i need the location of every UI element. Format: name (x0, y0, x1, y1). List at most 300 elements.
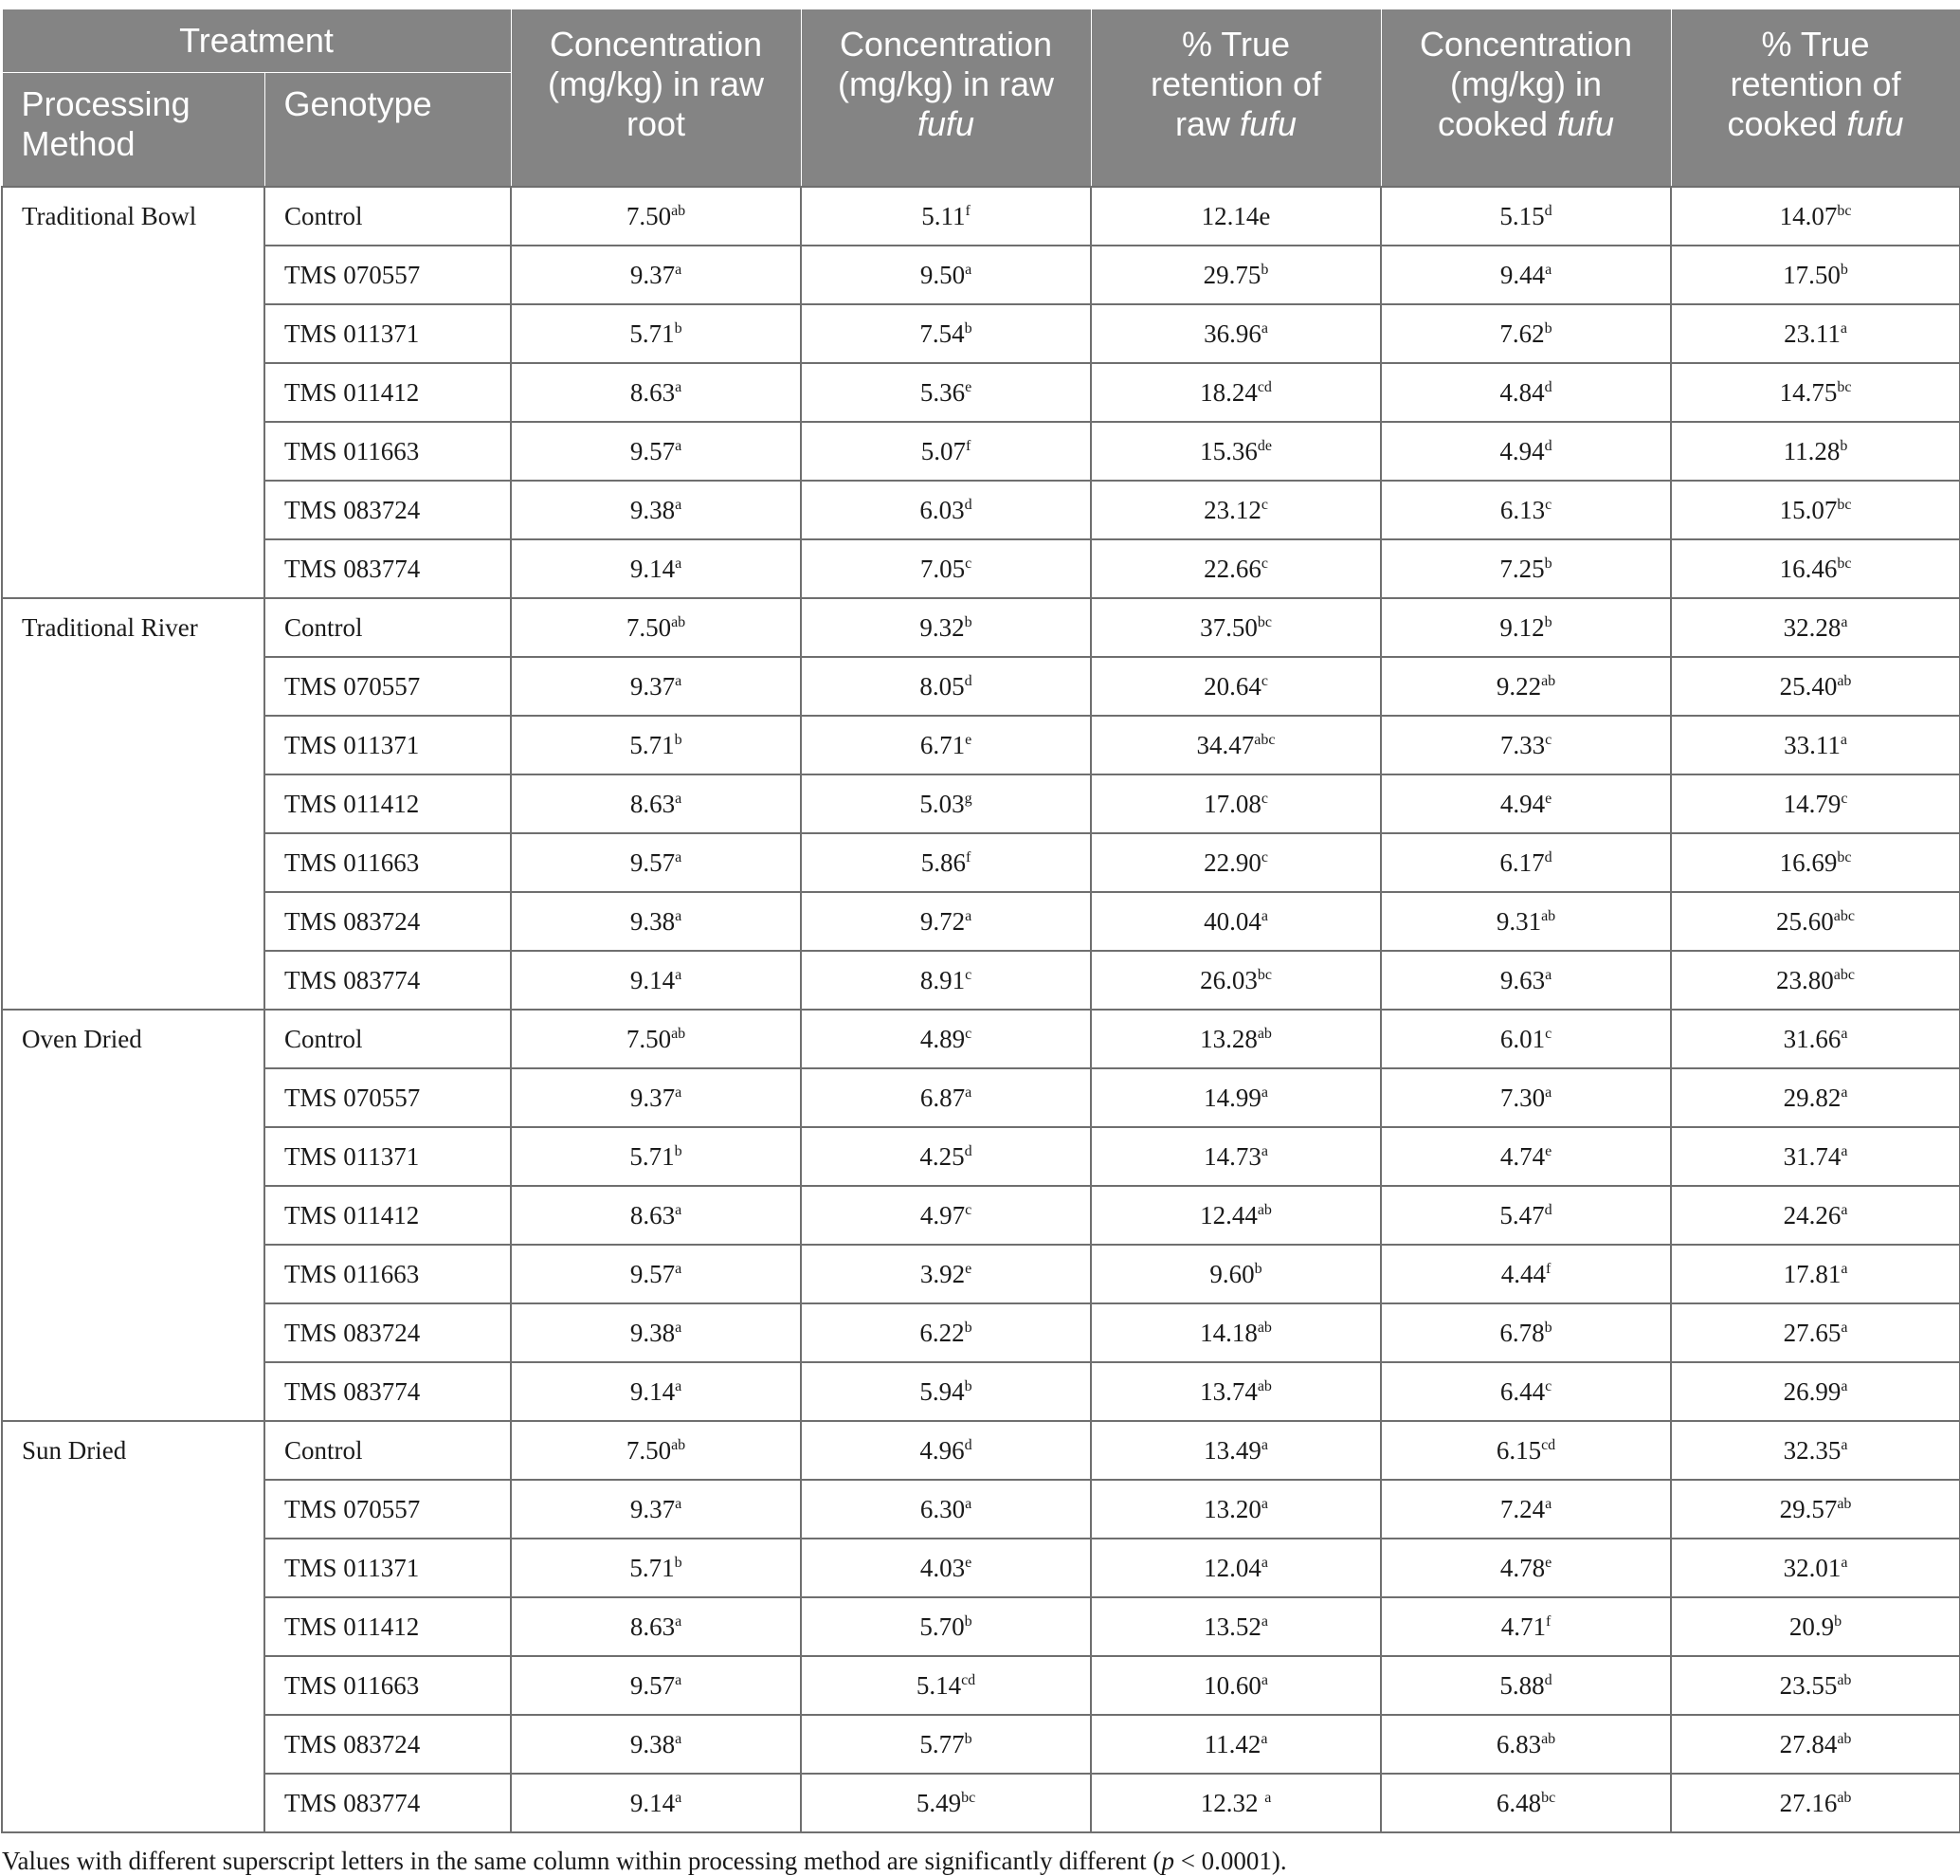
significance-letters: b (674, 1554, 682, 1571)
cell-value: 8.63 (629, 1612, 676, 1641)
significance-letters: a (675, 496, 682, 513)
cooked-fufu-cell (1381, 363, 1671, 422)
cell-value: 23.12 (1204, 495, 1261, 524)
cell-value: 32.01 (1783, 1553, 1842, 1582)
significance-letters: ab (1837, 1730, 1852, 1747)
raw-root-cell (511, 774, 801, 833)
significance-letters: ab (1541, 907, 1556, 924)
significance-letters: ab (1837, 672, 1852, 689)
raw-fufu-cell (801, 1715, 1091, 1774)
significance-letters: a (1841, 1142, 1848, 1159)
cell-value: 5.86 (920, 847, 966, 877)
processing-method-cell: Traditional Bowl (2, 187, 264, 598)
cell-value: 14.07 (1779, 201, 1838, 230)
retention-raw-cell (1091, 892, 1381, 951)
significance-letters: a (1545, 261, 1552, 278)
raw-fufu-cell (801, 1245, 1091, 1303)
retention-raw-cell (1091, 304, 1381, 363)
significance-letters: c (1545, 1025, 1552, 1042)
cell-value: 10.60 (1204, 1670, 1261, 1700)
raw-root-cell (511, 657, 801, 716)
retention-raw-cell (1091, 774, 1381, 833)
genotype-cell: Control (264, 187, 511, 246)
retention-raw-cell (1091, 1362, 1381, 1421)
cooked-fufu-cell (1381, 892, 1671, 951)
cell-value: 4.89 (919, 1024, 966, 1053)
retention-cooked-cell (1671, 1362, 1960, 1421)
cooked-fufu-cell (1381, 1186, 1671, 1245)
raw-fufu-cell (801, 1127, 1091, 1186)
significance-letters: a (1841, 613, 1848, 630)
header-retention-cooked: % True retention of cooked fufu (1671, 9, 1960, 188)
raw-root-cell (511, 363, 801, 422)
cell-value: 31.74 (1783, 1141, 1842, 1171)
raw-root-cell (511, 246, 801, 304)
significance-letters: a (1261, 1142, 1268, 1159)
raw-root-cell (511, 1597, 801, 1656)
retention-cooked-cell (1671, 304, 1960, 363)
significance-letters: a (675, 907, 682, 924)
significance-letters: a (1840, 731, 1847, 748)
table-footnote: Values with different superscript letters in the same column within processing method are significantly different (p < 0.0001). (2, 1847, 1287, 1875)
raw-root-cell (511, 422, 801, 481)
significance-letters: d (1544, 378, 1552, 395)
raw-fufu-cell (801, 1480, 1091, 1539)
table-row (2, 833, 1960, 892)
significance-letters: a (1841, 1025, 1848, 1042)
cell-value: 26.99 (1783, 1376, 1842, 1406)
significance-letters: b (1840, 261, 1848, 278)
significance-letters: b (1544, 319, 1552, 337)
significance-letters: f (965, 202, 971, 219)
cell-value: 9.31 (1496, 906, 1542, 936)
cell-value: 4.71 (1500, 1612, 1546, 1641)
significance-letters: a (1841, 1084, 1848, 1101)
header-retention-raw: % True retention of raw fufu (1091, 9, 1381, 188)
significance-letters: a (675, 555, 682, 572)
cell-value: 9.37 (629, 671, 676, 701)
raw-fufu-cell (801, 481, 1091, 539)
significance-letters: b (1840, 437, 1848, 454)
cell-value: 33.11 (1784, 730, 1841, 759)
retention-raw-cell (1091, 1127, 1381, 1186)
table-row (2, 1186, 1960, 1245)
raw-fufu-cell (801, 1303, 1091, 1362)
significance-letters: c (965, 555, 972, 572)
cell-value: 29.57 (1779, 1494, 1838, 1523)
cooked-fufu-cell (1381, 422, 1671, 481)
cell-value: 6.17 (1499, 847, 1545, 877)
cell-value: 14.18 (1200, 1318, 1258, 1347)
cooked-fufu-cell (1381, 246, 1671, 304)
cell-value: 31.66 (1783, 1024, 1842, 1053)
table-row (2, 187, 1960, 246)
retention-cooked-cell (1671, 1303, 1960, 1362)
cell-value: 5.07 (920, 436, 966, 465)
raw-fufu-cell (801, 1597, 1091, 1656)
retention-cooked-cell (1671, 1480, 1960, 1539)
significance-letters: b (674, 319, 682, 337)
significance-letters: b (1544, 1319, 1552, 1336)
raw-fufu-cell (801, 1421, 1091, 1480)
cooked-fufu-cell (1381, 1362, 1671, 1421)
genotype-cell: TMS 083724 (264, 1303, 511, 1362)
raw-fufu-cell (801, 363, 1091, 422)
cell-value: 15.07 (1779, 495, 1838, 524)
retention-cooked-cell (1671, 1656, 1960, 1715)
raw-fufu-cell (801, 1186, 1091, 1245)
results-table (1, 9, 1960, 1833)
cell-value: 9.50 (919, 260, 966, 289)
significance-letters: a (1840, 319, 1847, 337)
cell-value: 23.55 (1779, 1670, 1838, 1700)
cell-value: 6.44 (1499, 1376, 1546, 1406)
retention-raw-cell (1091, 1480, 1381, 1539)
cell-value: 17.50 (1783, 260, 1841, 289)
significance-letters: a (675, 1319, 682, 1336)
table-row (2, 1480, 1960, 1539)
cell-value: 9.57 (629, 1670, 676, 1700)
significance-letters: b (1254, 1260, 1262, 1277)
significance-letters: a (965, 1084, 972, 1101)
significance-letters: bc (1837, 555, 1852, 572)
table-row (2, 1362, 1960, 1421)
retention-raw-cell (1091, 363, 1381, 422)
cell-value: 5.47 (1499, 1200, 1545, 1229)
significance-letters: abc (1254, 731, 1276, 748)
significance-letters: b (674, 731, 682, 748)
genotype-cell: TMS 070557 (264, 657, 511, 716)
raw-root-cell (511, 1245, 801, 1303)
retention-raw-cell (1091, 1539, 1381, 1597)
cell-value: 9.37 (629, 1083, 676, 1112)
significance-letters: c (1545, 731, 1552, 748)
cell-value: 9.38 (629, 495, 676, 524)
table-row (2, 481, 1960, 539)
cooked-fufu-cell (1381, 1068, 1671, 1127)
significance-letters: bc (1541, 1789, 1556, 1806)
cooked-fufu-cell (1381, 187, 1671, 246)
cell-value: 6.71 (919, 730, 966, 759)
retention-cooked-cell (1671, 951, 1960, 1010)
significance-letters: a (675, 790, 682, 807)
genotype-cell: TMS 070557 (264, 1480, 511, 1539)
retention-raw-cell (1091, 1715, 1381, 1774)
retention-cooked-cell (1671, 892, 1960, 951)
retention-raw-cell (1091, 422, 1381, 481)
cell-value: 9.14 (629, 554, 676, 583)
cell-value: 13.74 (1200, 1376, 1258, 1406)
retention-raw-cell (1091, 481, 1381, 539)
cell-value: 40.04 (1204, 906, 1261, 936)
header-treatment: Treatment (2, 9, 511, 73)
significance-letters: f (965, 437, 971, 454)
cell-value: 25.40 (1779, 671, 1838, 701)
significance-letters: c (965, 1201, 972, 1218)
genotype-cell: TMS 011371 (264, 716, 511, 774)
genotype-cell: Control (264, 598, 511, 657)
significance-letters: b (1261, 261, 1269, 278)
significance-letters: ab (1837, 1789, 1852, 1806)
cell-value: 6.03 (919, 495, 965, 524)
cell-value: 6.13 (1499, 495, 1546, 524)
cooked-fufu-cell (1381, 598, 1671, 657)
cell-value: 4.03 (919, 1553, 966, 1582)
retention-cooked-cell (1671, 1186, 1960, 1245)
retention-raw-cell (1091, 1656, 1381, 1715)
significance-letters: e (965, 1260, 972, 1277)
significance-letters: bc (1257, 966, 1272, 983)
raw-root-cell (511, 716, 801, 774)
genotype-cell: TMS 011663 (264, 1656, 511, 1715)
table-row (2, 422, 1960, 481)
significance-letters: e (965, 378, 972, 395)
significance-letters: ab (1541, 672, 1556, 689)
cell-value: 9.38 (629, 1729, 676, 1758)
cell-value: 9.14 (629, 1788, 676, 1817)
significance-letters: a (1261, 1084, 1268, 1101)
cooked-fufu-cell (1381, 1715, 1671, 1774)
significance-letters: a (1264, 1789, 1272, 1806)
significance-letters: c (965, 1025, 972, 1042)
cell-value: 12.32 (1200, 1788, 1265, 1817)
significance-letters: c (1261, 790, 1268, 807)
cooked-fufu-cell (1381, 1010, 1671, 1068)
cell-value: 5.14 (916, 1670, 962, 1700)
retention-cooked-cell (1671, 539, 1960, 598)
significance-letters: a (1261, 1730, 1268, 1747)
significance-letters: a (675, 1730, 682, 1747)
cell-value: 9.57 (629, 1259, 676, 1288)
cell-value: 9.12 (1499, 612, 1545, 642)
cell-value: 14.99 (1204, 1083, 1261, 1112)
significance-letters: ab (1257, 1377, 1272, 1394)
cooked-fufu-cell (1381, 774, 1671, 833)
cell-value: 29.75 (1203, 260, 1261, 289)
genotype-cell: Control (264, 1010, 511, 1068)
significance-letters: b (964, 1730, 972, 1747)
cell-value: 5.15 (1499, 201, 1545, 230)
cell-value: 9.38 (629, 1318, 676, 1347)
cell-value: 9.72 (919, 906, 966, 936)
significance-letters: bc (1257, 613, 1272, 630)
retention-raw-cell (1091, 833, 1381, 892)
header-cooked-fufu: Concentration (mg/kg) in cooked fufu (1381, 9, 1671, 188)
table-row (2, 716, 1960, 774)
significance-letters: b (964, 319, 972, 337)
raw-fufu-cell (801, 1362, 1091, 1421)
raw-fufu-cell (801, 598, 1091, 657)
retention-raw-cell (1091, 1068, 1381, 1127)
processing-method-cell: Oven Dried (2, 1010, 264, 1421)
cell-value: 4.44 (1500, 1259, 1546, 1288)
cell-value: 22.66 (1204, 554, 1261, 583)
significance-letters: de (1257, 437, 1272, 454)
table-row (2, 951, 1960, 1010)
significance-letters: bc (1837, 496, 1852, 513)
cell-value: 4.97 (919, 1200, 966, 1229)
significance-letters: d (1544, 1201, 1552, 1218)
cell-value: 4.25 (919, 1141, 965, 1171)
raw-fufu-cell (801, 246, 1091, 304)
table-row (2, 1068, 1960, 1127)
cell-value: 11.28 (1783, 436, 1841, 465)
cooked-fufu-cell (1381, 1245, 1671, 1303)
cell-value: 5.71 (629, 730, 675, 759)
significance-letters: a (965, 261, 972, 278)
cooked-fufu-cell (1381, 1774, 1671, 1832)
cell-value: 4.74 (1499, 1141, 1546, 1171)
cell-value: 6.83 (1496, 1729, 1542, 1758)
raw-fufu-cell (801, 304, 1091, 363)
cooked-fufu-cell (1381, 1480, 1671, 1539)
table-body (2, 187, 1960, 1832)
cell-value: 7.50 (626, 1024, 672, 1053)
cell-value: 9.32 (919, 612, 965, 642)
cell-value: 37.50 (1200, 612, 1258, 642)
cell-value: 8.91 (919, 965, 966, 994)
significance-letters: bc (1837, 202, 1852, 219)
genotype-cell: TMS 011663 (264, 1245, 511, 1303)
retention-raw-cell (1091, 539, 1381, 598)
genotype-cell: TMS 083724 (264, 481, 511, 539)
cell-value: 4.84 (1499, 377, 1545, 407)
raw-root-cell (511, 1303, 801, 1362)
table-row (2, 246, 1960, 304)
cooked-fufu-cell (1381, 304, 1671, 363)
table-row (2, 1303, 1960, 1362)
significance-letters: d (1544, 202, 1552, 219)
cell-value: 7.62 (1499, 319, 1545, 348)
genotype-cell: TMS 011663 (264, 422, 511, 481)
significance-letters: d (964, 1436, 972, 1453)
retention-cooked-cell (1671, 833, 1960, 892)
table-row (2, 892, 1960, 951)
cell-value: 7.05 (919, 554, 966, 583)
retention-cooked-cell (1671, 1421, 1960, 1480)
significance-letters: e (1545, 790, 1552, 807)
cell-value: 5.71 (629, 1141, 675, 1171)
cell-value: 5.88 (1499, 1670, 1545, 1700)
cell-value: 34.47 (1196, 730, 1255, 759)
genotype-cell: TMS 083774 (264, 1774, 511, 1832)
retention-cooked-cell (1671, 1597, 1960, 1656)
significance-letters: a (675, 1495, 682, 1512)
cell-value: 8.63 (629, 377, 676, 407)
cell-value: 4.96 (919, 1435, 965, 1465)
retention-raw-cell (1091, 1597, 1381, 1656)
significance-letters: a (675, 848, 682, 865)
significance-letters: bc (1837, 378, 1852, 395)
cell-value: 4.94 (1499, 789, 1546, 818)
significance-letters: f (1545, 1612, 1552, 1630)
cell-value: 17.08 (1204, 789, 1261, 818)
significance-letters: b (964, 1377, 972, 1394)
cell-value: 9.57 (629, 847, 676, 877)
raw-fufu-cell (801, 716, 1091, 774)
retention-cooked-cell (1671, 1715, 1960, 1774)
significance-letters: c (1261, 672, 1268, 689)
significance-letters: f (1545, 1260, 1552, 1277)
cell-value: 9.44 (1499, 260, 1546, 289)
cell-value: 9.14 (629, 1376, 676, 1406)
significance-letters: a (1545, 966, 1552, 983)
header-raw-root: Concentration (mg/kg) in raw root (511, 9, 801, 188)
cell-value: 9.14 (629, 965, 676, 994)
cell-value: 7.50 (626, 201, 672, 230)
retention-raw-cell (1091, 1774, 1381, 1832)
cell-value: 6.78 (1499, 1318, 1545, 1347)
raw-root-cell (511, 598, 801, 657)
cell-value: 13.49 (1204, 1435, 1261, 1465)
cell-value: 13.20 (1204, 1494, 1261, 1523)
significance-letters: c (1841, 790, 1848, 807)
significance-letters: ab (1257, 1201, 1272, 1218)
significance-letters: abc (1833, 907, 1855, 924)
significance-letters: e (965, 1554, 972, 1571)
significance-letters: d (964, 672, 972, 689)
retention-cooked-cell (1671, 1068, 1960, 1127)
table-row (2, 1245, 1960, 1303)
retention-cooked-cell (1671, 1539, 1960, 1597)
header-raw-fufu: Concentration (mg/kg) in raw fufu (801, 9, 1091, 188)
significance-letters: ab (671, 202, 686, 219)
genotype-cell: TMS 070557 (264, 246, 511, 304)
significance-letters: f (965, 848, 971, 865)
cell-value: 27.16 (1779, 1788, 1838, 1817)
significance-letters: c (1545, 1377, 1552, 1394)
raw-root-cell (511, 1068, 801, 1127)
significance-letters: b (1544, 555, 1552, 572)
significance-letters: c (1545, 496, 1552, 513)
cell-value: 6.15 (1496, 1435, 1542, 1465)
significance-letters: a (675, 261, 682, 278)
cell-value: 5.36 (919, 377, 966, 407)
table-row (2, 1597, 1960, 1656)
cooked-fufu-cell (1381, 716, 1671, 774)
retention-cooked-cell (1671, 363, 1960, 422)
genotype-cell: TMS 070557 (264, 1068, 511, 1127)
cell-value: 25.60 (1776, 906, 1834, 936)
significance-letters: a (675, 437, 682, 454)
cell-value: 9.57 (629, 436, 676, 465)
significance-letters: a (1261, 1436, 1268, 1453)
cell-value: 7.33 (1499, 730, 1546, 759)
retention-cooked-cell (1671, 716, 1960, 774)
cell-value: 8.05 (919, 671, 965, 701)
significance-letters: d (964, 496, 972, 513)
retention-raw-cell (1091, 246, 1381, 304)
genotype-cell: TMS 083774 (264, 1362, 511, 1421)
retention-cooked-cell (1671, 1010, 1960, 1068)
genotype-cell: TMS 011412 (264, 774, 511, 833)
cell-value: 12.04 (1204, 1553, 1261, 1582)
significance-letters: a (1545, 1495, 1552, 1512)
cell-value: 13.28 (1200, 1024, 1258, 1053)
cell-value: 6.48 (1496, 1788, 1542, 1817)
genotype-cell: TMS 011412 (264, 1186, 511, 1245)
significance-letters: e (1545, 1142, 1552, 1159)
raw-root-cell (511, 951, 801, 1010)
significance-letters: d (1544, 437, 1552, 454)
genotype-cell: TMS 011371 (264, 1539, 511, 1597)
significance-letters: e (965, 731, 972, 748)
cell-value: 9.22 (1496, 671, 1542, 701)
cell-value: 13.52 (1204, 1612, 1261, 1641)
retention-raw-cell (1091, 657, 1381, 716)
genotype-cell: TMS 083724 (264, 892, 511, 951)
retention-raw-cell (1091, 1010, 1381, 1068)
